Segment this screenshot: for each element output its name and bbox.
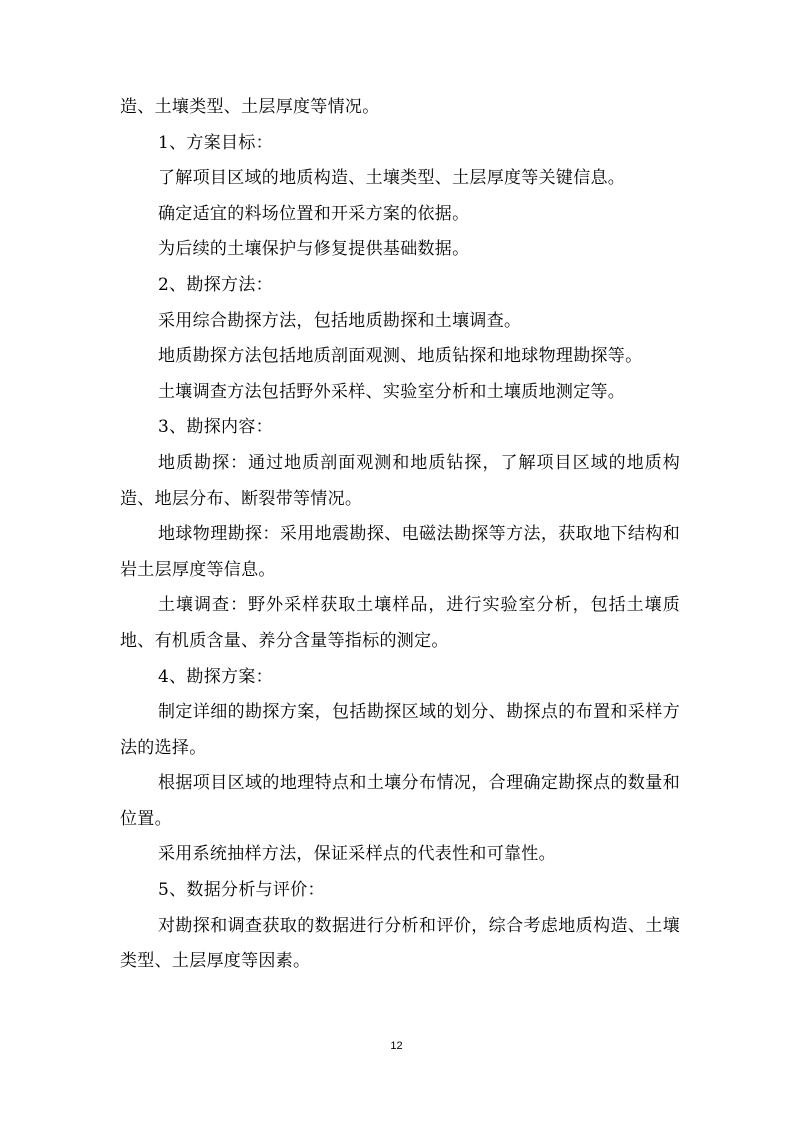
paragraph-continuation: 造、土壤类型、土层厚度等情况。 — [120, 97, 380, 117]
page-number: 12 — [390, 1040, 403, 1052]
heading-content: 3、勘探内容： — [158, 417, 273, 438]
paragraph: 土壤调查：野外采样获取土壤样品，进行实验室分析，包括土壤质地、有机质含量、养分含量等指标的测定。 — [120, 595, 680, 651]
paragraph: 了解项目区域的地质构造、土壤类型、土层厚度等关键信息。 — [158, 168, 626, 189]
paragraph: 地质勘探方法包括地质剖面观测、地质钻探和地球物理勘探等。 — [158, 346, 643, 367]
paragraph: 制定详细的勘探方案，包括勘探区域的划分、勘探点的布置和采样方法的选择。 — [120, 702, 680, 758]
paragraph: 采用系统抽样方法，保证采样点的代表性和可靠性。 — [158, 844, 556, 865]
paragraph: 地球物理勘探：采用地震勘探、电磁法勘探等方法，获取地下结构和岩土层厚度等信息。 — [120, 524, 680, 580]
paragraph: 地质勘探：通过地质剖面观测和地质钻探，了解项目区域的地质构造、地层分布、断裂带等情况。 — [120, 452, 680, 509]
paragraph: 根据项目区域的地理特点和土壤分布情况，合理确定勘探点的数量和位置。 — [120, 773, 680, 829]
paragraph: 确定适宜的料场位置和开采方案的依据。 — [158, 203, 470, 224]
heading-plan: 4、勘探方案： — [158, 666, 273, 687]
body-text — [120, 90, 680, 980]
paragraph: 土壤调查方法包括野外采样、实验室分析和土壤质地测定等。 — [158, 381, 626, 402]
paragraph: 对勘探和调查获取的数据进行分析和评价，综合考虑地质构造、土壤类型、土层厚度等因素。 — [120, 915, 680, 972]
heading-analysis: 5、数据分析与评价： — [158, 880, 325, 901]
heading-methods: 2、勘探方法： — [158, 274, 273, 295]
paragraph: 采用综合勘探方法，包括地质勘探和土壤调查。 — [158, 310, 522, 331]
paragraph: 为后续的土壤保护与修复提供基础数据。 — [158, 239, 470, 260]
heading-objectives: 1、方案目标： — [158, 132, 273, 153]
